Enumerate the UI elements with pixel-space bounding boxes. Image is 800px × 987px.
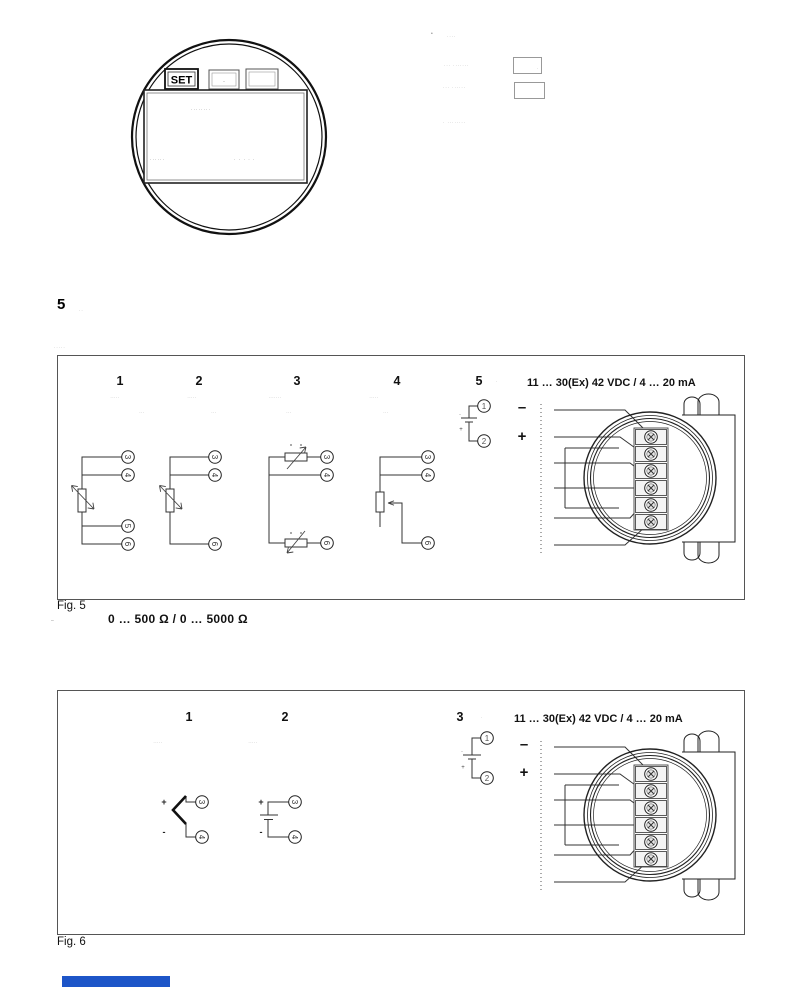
svg-text:1: 1	[481, 402, 487, 411]
device-button-3	[246, 69, 278, 89]
terminal-4-badge	[209, 469, 222, 482]
battery-minus-mark: ·	[461, 749, 463, 755]
supply-terminal-1-badge	[481, 732, 494, 745]
svg-text:6: 6	[210, 541, 219, 547]
terminal-5-badge	[122, 520, 135, 533]
fig6-circuit-mv-source	[258, 796, 301, 844]
fig6-drawing	[58, 691, 744, 934]
device-display	[144, 90, 307, 183]
fig5-col2-number: 2	[195, 374, 203, 388]
fig6-col2-sublabel: ·····	[248, 740, 258, 745]
svg-text:3: 3	[322, 454, 331, 460]
legend-heading: ····	[447, 34, 457, 39]
terminal-3-badge	[196, 796, 209, 809]
fig5-col4-sublabel: ·····	[369, 395, 379, 400]
section-number: 5	[57, 296, 66, 313]
footer-blue-bar	[62, 976, 170, 987]
terminal-6-badge	[209, 538, 222, 551]
range-dash: –	[51, 618, 55, 624]
supply-terminal-1-badge	[478, 400, 491, 413]
terminal-4-badge	[122, 469, 135, 482]
svg-text:2: 2	[484, 774, 490, 783]
set-button-label: SET	[170, 74, 193, 87]
fig5-circuit-4wire	[72, 451, 135, 551]
fig5-circuit-two-sensors	[269, 444, 333, 553]
tc-plus: +	[161, 797, 167, 807]
fig5-col4-number: 4	[393, 374, 401, 388]
svg-text:3: 3	[290, 799, 299, 805]
display-line1: ········	[191, 107, 211, 112]
svg-text:6: 6	[123, 541, 132, 547]
fig5-supply-label: 11 … 30(Ex) 42 VDC / 4 … 20 mA	[527, 377, 696, 389]
legend-bullet: •	[431, 31, 434, 37]
legend-item1-box-mark: ·	[536, 66, 538, 71]
legend-item1-label: ··· ·······	[444, 63, 470, 68]
terminal-3-badge	[422, 451, 435, 464]
fig5-caption: Fig. 5	[57, 600, 86, 612]
legend-item2-label: ··· ······	[443, 85, 467, 90]
mv-minus: -	[259, 827, 263, 837]
terminal-3-badge	[209, 451, 222, 464]
thermocouple-symbol	[173, 796, 186, 824]
section-side-note: ··	[79, 308, 84, 313]
svg-text:6: 6	[322, 540, 331, 546]
tc-minus: -	[162, 827, 166, 837]
fig5-col2-sublabel: ·····	[187, 395, 197, 400]
battery-plus-mark: +	[461, 765, 465, 771]
fig6-circuit-thermocouple	[161, 796, 208, 844]
fig5-col3-number: 3	[293, 374, 301, 388]
fig5-col3-sublabel: ·······	[268, 395, 282, 400]
plus-sign: +	[519, 764, 529, 781]
terminal-4-badge	[321, 469, 334, 482]
fig5-col1-number: 1	[116, 374, 124, 388]
svg-text:4: 4	[290, 834, 299, 840]
svg-text:4: 4	[123, 472, 132, 478]
terminal-6-badge	[122, 538, 135, 551]
svg-text:5: 5	[123, 523, 132, 529]
svg-text:1: 1	[484, 734, 490, 743]
footer-blue-bar-rect	[62, 976, 170, 987]
supply-terminal-2-badge	[481, 772, 494, 785]
device-button-2	[209, 70, 239, 89]
terminal-4-badge	[289, 831, 302, 844]
fig5-col1-sublabel: ·····	[110, 395, 120, 400]
svg-text:3: 3	[423, 454, 432, 460]
fig6-col1-sublabel: ·····	[153, 740, 163, 745]
svg-text:3: 3	[123, 454, 132, 460]
fig6-housing	[541, 731, 735, 900]
svg-text:3: 3	[197, 799, 206, 805]
set-button	[165, 69, 198, 89]
terminal-6-badge	[321, 537, 334, 550]
supply-terminal-2-badge	[478, 435, 491, 448]
battery-plus-mark: +	[459, 427, 463, 433]
display-line2-right: · · · · ·	[234, 157, 256, 162]
terminal-3-badge	[122, 451, 135, 464]
minus-sign: –	[519, 736, 529, 753]
terminal-4-badge	[422, 469, 435, 482]
svg-text:2: 2	[481, 437, 487, 446]
fig5-circuit-potentiometer	[376, 451, 434, 550]
svg-text:4: 4	[210, 472, 219, 478]
legend-item1-box	[513, 57, 542, 74]
fig6-col3-number: 3	[456, 710, 464, 724]
battery-minus-mark: ·	[459, 412, 461, 418]
svg-text:6: 6	[423, 540, 432, 546]
fig5-col5-number: 5	[475, 374, 483, 388]
device-button-2-mark: ·	[223, 79, 225, 85]
svg-text:4: 4	[322, 472, 331, 478]
fig6-supply-circuit	[461, 732, 529, 785]
terminal-6-badge	[422, 537, 435, 550]
fig5-frame	[57, 355, 745, 600]
fig6-frame	[57, 690, 745, 935]
minus-sign: –	[517, 399, 527, 416]
terminal-3-badge	[321, 451, 334, 464]
fig5-circuit-3wire	[160, 451, 222, 551]
terminal-4-badge	[196, 831, 209, 844]
mv-plus: +	[258, 797, 264, 807]
fig6-col1-number: 1	[185, 710, 193, 724]
display-line2-left: ······	[150, 157, 165, 162]
svg-text:4: 4	[197, 834, 206, 840]
legend-item3-label: · ········	[443, 120, 467, 125]
plus-sign: +	[517, 428, 527, 445]
fig6-col2-number: 2	[281, 710, 289, 724]
svg-text:4: 4	[423, 472, 432, 478]
fig5-col5-mark: ·	[496, 379, 498, 384]
fig5-col4-sublabel2: ···	[383, 410, 389, 415]
terminal-3-badge	[289, 796, 302, 809]
device-face-drawing	[125, 33, 337, 245]
fig5-col3-sublabel2: ···	[286, 410, 292, 415]
pre-figure-note: ·····	[54, 345, 66, 350]
fig6-col3-mark: ·	[481, 715, 483, 720]
fig6-supply-label: 11 … 30(Ex) 42 VDC / 4 … 20 mA	[514, 713, 683, 725]
legend-item2-box	[514, 82, 545, 99]
fig5-drawing	[58, 356, 744, 599]
fig5-col2-sublabel2: ···	[211, 410, 217, 415]
resistance-range: 0 … 500 Ω / 0 … 5000 Ω	[108, 612, 248, 626]
svg-text:3: 3	[210, 454, 219, 460]
fig5-supply-circuit	[459, 399, 527, 447]
fig5-housing	[541, 394, 735, 563]
fig6-caption: Fig. 6	[57, 936, 86, 948]
fig5-col1-sublabel2: ···	[139, 410, 145, 415]
